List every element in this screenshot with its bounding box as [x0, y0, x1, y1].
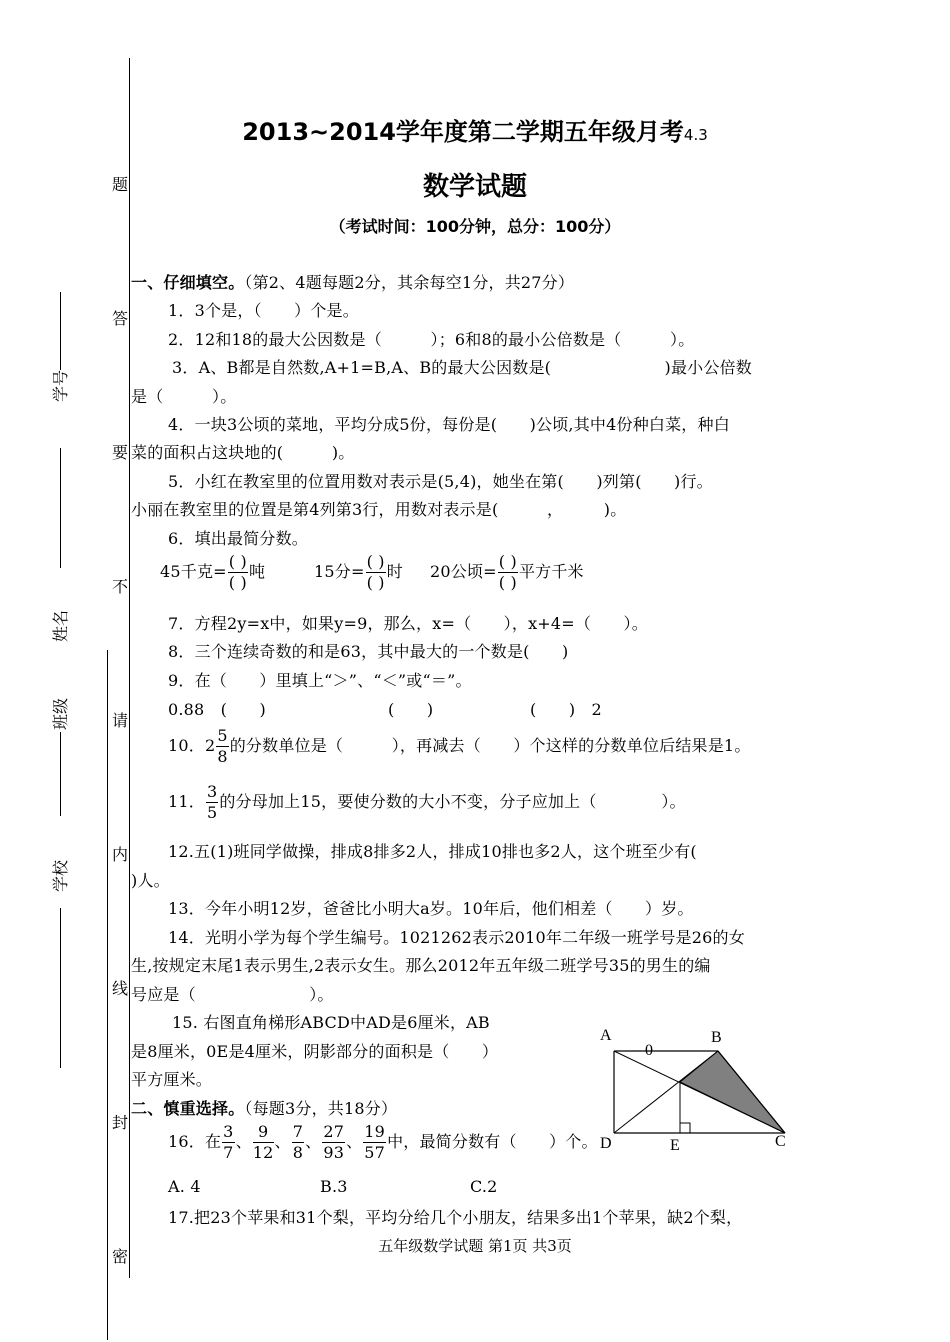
label-d: D — [600, 1135, 612, 1152]
label-o: 0 — [645, 1042, 653, 1059]
question-5a: 5．小红在教室里的位置用数对表示是(5,4)，她坐在第( )列第( )行。 — [168, 472, 713, 491]
q9-item-2: ( ) — [388, 700, 434, 719]
q10-fraction: $\frac{5}{8}$ — [217, 726, 228, 766]
q16-frac-4: $\frac{27}{93}$ — [323, 1122, 345, 1162]
margin-char-8: 封 — [112, 1113, 129, 1132]
field-class: 班级 — [51, 697, 70, 730]
question-14a: 14．光明小学为每个学生编号。1021262表示2010年二年级一班学号是26的女 — [168, 928, 745, 947]
question-4a: 4．一块3公顷的菜地，平均分成5份，每份是( )公顷,其中4份种白菜，种白 — [168, 415, 730, 434]
margin-char-1: 题 — [112, 175, 129, 194]
label-e: E — [670, 1137, 680, 1154]
question-15b: 是8厘米，0E是4厘米，阴影部分的面积是（ ） — [131, 1042, 499, 1061]
q16-option-a: A. 4 — [168, 1177, 201, 1196]
question-14c: 号应是（ ）。 — [131, 985, 334, 1004]
question-2: 2．12和18的最大公因数是（ ）；6和8的最小公倍数是（ ）。 — [168, 330, 695, 349]
label-a: A — [600, 1027, 612, 1044]
margin-char-6: 内 — [112, 845, 129, 864]
margin-char-9: 密 — [112, 1247, 129, 1266]
page-title — [0, 112, 950, 147]
q6-frac-3: $\frac{( )}{( )}$ — [498, 552, 517, 592]
question-6: 6．填出最简分数。 — [168, 529, 308, 548]
exam-info: （考试时间：100分钟，总分：100分） — [329, 217, 621, 236]
q9-item-3: ( ) 2 — [530, 700, 602, 719]
margin-char-3: 要 — [112, 443, 129, 462]
diagonal-ac — [614, 1051, 785, 1133]
q16-option-b: B.3 — [320, 1177, 348, 1196]
field-student-number-line — [60, 292, 61, 370]
trapezoid-figure — [590, 1020, 800, 1160]
question-1: 1．3个是，（ ）个是。 — [168, 301, 359, 320]
section1-heading: 一、仔细填空。 — [131, 273, 245, 292]
label-c: C — [775, 1133, 786, 1150]
binding-line-outer — [129, 58, 130, 1278]
section1-note: （第2、4题每题2分，其余每空1分，共27分） — [244, 273, 575, 292]
page-footer: 五年级数学试题 第1页 共3页 — [378, 1237, 572, 1255]
field-school-line — [60, 908, 61, 1068]
q16-frac-3: $\frac{7}{8}$ — [292, 1122, 304, 1162]
question-11: 11． $\frac{3}{5}$ 的分母加上15，要使分数的大小不变，分子应加上（ ）。 — [168, 782, 686, 822]
shaded-triangle — [680, 1051, 785, 1133]
field-name: 姓名 — [51, 609, 70, 642]
page-subtitle: 数学试题 — [422, 172, 527, 202]
q16-option-c: C.2 — [470, 1177, 498, 1196]
q16-frac-5: $\frac{19}{57}$ — [364, 1122, 386, 1162]
q6-frac-1: $\frac{( )}{( )}$ — [228, 552, 247, 592]
question-8: 8．三个连续奇数的和是63，其中最大的一个数是( ) — [168, 642, 569, 661]
section1-heading-line — [131, 270, 574, 293]
question-13: 13．今年小明12岁，爸爸比小明大a岁。10年后，他们相差（ ）岁。 — [168, 899, 694, 918]
question-12a: 12.五(1)班同学做操，排成8排多2人，排成10排也多2人，这个班至少有( — [168, 842, 697, 861]
q11-fraction: $\frac{3}{5}$ — [206, 782, 218, 822]
right-angle-mark — [680, 1123, 690, 1133]
field-school: 学校 — [51, 859, 70, 892]
question-14b: 生,按规定末尾1表示男生,2表示女生。那么2012年五年级二班学号35的男生的编 — [131, 956, 711, 975]
q9-item-1: 0.88 ( ) — [168, 700, 266, 719]
question-15a: 15. 右图直角梯形ABCD中AD是6厘米，AB — [172, 1013, 490, 1032]
label-b: B — [711, 1029, 722, 1046]
section2-heading-line — [131, 1096, 397, 1119]
question-15c: 平方厘米。 — [131, 1070, 213, 1089]
question-16: 16．在 $\frac{3}{7}$ 、 $\frac{9}{12}$ 、 $\frac{7}{8}$ 、 $\frac{27}{93}$ 、 $\frac{19}{57}$ 中，最简分数有（ ）个。 — [168, 1122, 598, 1162]
margin-char-5: 请 — [112, 711, 129, 730]
question-4b: 菜的面积占这块地的( )。 — [131, 443, 355, 462]
field-class-line — [60, 732, 61, 816]
question-12b: )人。 — [131, 871, 170, 890]
question-10: 10．2 $\frac{5}{8}$ 的分数单位是（ ），再减去（ ）个这样的分数单位后结果是1。 — [168, 726, 751, 766]
section2-heading: 二、慎重选择。 — [131, 1099, 245, 1118]
question-5b: 小丽在教室里的位置是第4列第3行，用数对表示是( ， )。 — [131, 500, 627, 519]
q16-frac-2: $\frac{9}{12}$ — [252, 1122, 274, 1162]
q6-item-3: 20公顷= $\frac{( )}{( )}$ 平方千米 — [430, 552, 584, 592]
question-17: 17.把23个苹果和31个梨，平均分给几个小朋友，结果多出1个苹果，缺2个梨， — [168, 1208, 743, 1227]
field-name-line-top — [60, 448, 61, 568]
q6-item-1: 45千克= $\frac{( )}{( )}$ 吨 — [160, 552, 266, 592]
section2-note: （每题3分，共18分） — [244, 1099, 398, 1118]
q6-item-2: 15分= $\frac{( )}{( )}$ 时 — [314, 552, 403, 592]
margin-char-7: 线 — [112, 979, 129, 998]
margin-char-4: 不 — [112, 577, 129, 596]
margin-char-2: 答 — [112, 309, 129, 328]
title-main: 2013~2014学年度第二学期五年级月考 — [242, 118, 684, 146]
question-3a: 3．A、B都是自然数,A+1=B,A、B的最大公因数是( )最小公倍数 — [172, 358, 752, 377]
q16-frac-1: $\frac{3}{7}$ — [223, 1122, 234, 1162]
field-student-number: 学号 — [51, 369, 70, 402]
question-9: 9．在（ ）里填上“＞”、“＜”或“＝”。 — [168, 671, 472, 690]
question-3b: 是（ ）。 — [131, 387, 237, 406]
q6-frac-2: $\frac{( )}{( )}$ — [366, 552, 385, 592]
question-7: 7．方程2y=x中，如果y=9，那么，x=（ ），x+4=（ ）。 — [168, 614, 648, 633]
title-suffix: 4.3 — [683, 126, 708, 144]
